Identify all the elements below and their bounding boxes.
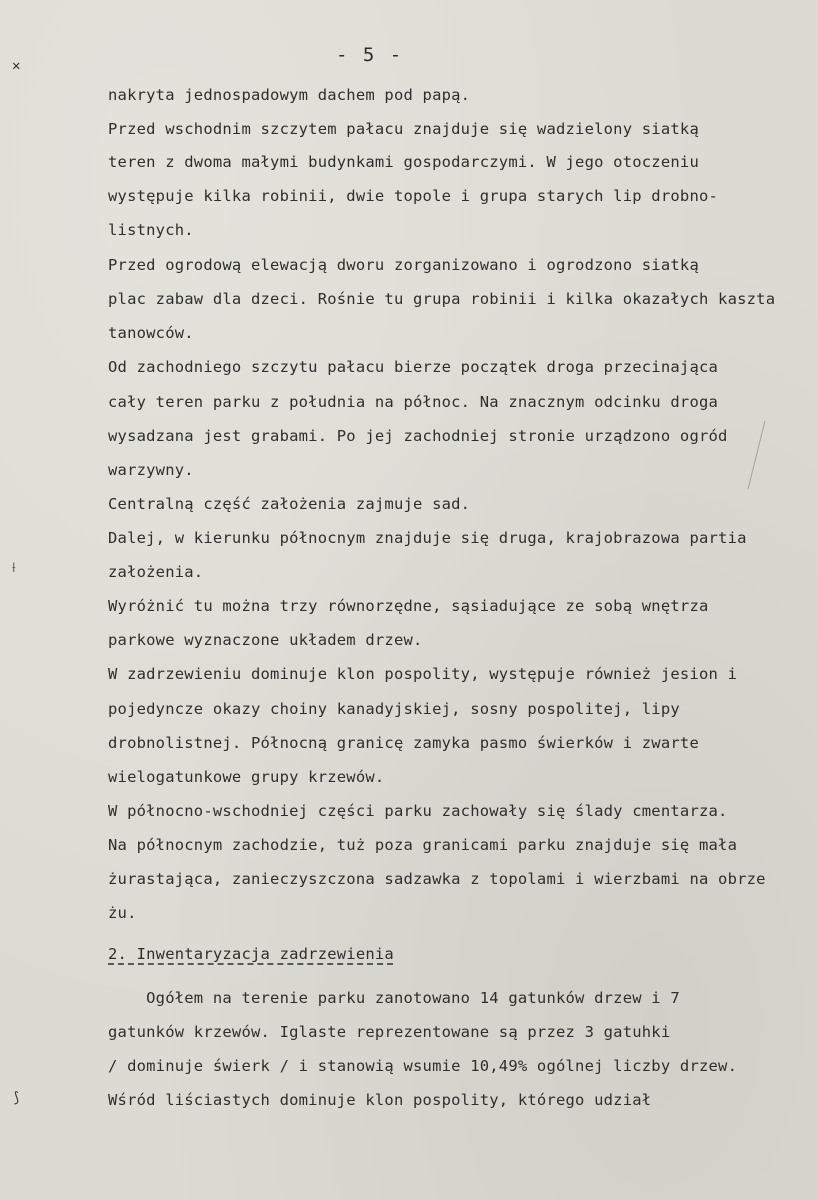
text-line: listnych.: [108, 221, 194, 239]
text-line: W zadrzewieniu dominuje klon pospolity, występuje również jesion i: [108, 665, 738, 683]
margin-mark: ✕: [12, 58, 21, 74]
text-line: Wyróżnić tu można trzy równorzędne, sąsiadujące ze sobą wnętrza: [108, 597, 709, 615]
text-line: wielogatunkowe grupy krzewów.: [108, 768, 385, 786]
text-line: występuje kilka robinii, dwie topole i grupa starych lip drobno-: [108, 187, 719, 205]
text-line: Od zachodniego szczytu pałacu bierze początek droga przecinająca: [108, 358, 719, 376]
text-line: drobnolistnej. Północną granicę zamyka pasmo świerków i zwarte: [108, 734, 699, 752]
text-line: założenia.: [108, 563, 204, 581]
text-line: Przed wschodnim szczytem pałacu znajduje się wadzielony siatką: [108, 120, 699, 138]
section-heading: 2. Inwentaryzacja zadrzewienia: [108, 945, 394, 963]
text-line: żurastająca, zanieczyszczona sadzawka z topolami i wierzbami na obrze: [108, 870, 766, 888]
text-line: parkowe wyznaczone układem drzew.: [108, 631, 423, 649]
text-line: / dominuje świerk / i stanowią wsumie 10,49% ogólnej liczby drzew.: [108, 1057, 738, 1075]
text-line: pojedyncze okazy choiny kanadyjskiej, sosny pospolitej, lipy: [108, 700, 680, 718]
text-line: Ogółem na terenie parku zanotowano 14 gatunków drzew i 7: [108, 989, 680, 1007]
text-line: Dalej, w kierunku północnym znajduje się druga, krajobrazowa partia: [108, 529, 747, 547]
text-line: W północno-wschodniej części parku zachowały się ślady cmentarza.: [108, 802, 728, 820]
text-line: plac zabaw dla dzeci. Rośnie tu grupa robinii i kilka okazałych kaszta: [108, 290, 776, 308]
text-line: gatunków krzewów. Iglaste reprezentowane są przez 3 gatuhki: [108, 1023, 671, 1041]
margin-mark: ⟊: [12, 560, 16, 576]
text-line: wysadzana jest grabami. Po jej zachodniej stronie urządzono ogród: [108, 427, 728, 445]
text-line: warzywny.: [108, 461, 194, 479]
text-line: tanowców.: [108, 324, 194, 342]
margin-mark: ⟆: [12, 1090, 21, 1106]
text-line: Centralną część założenia zajmuje sad.: [108, 495, 471, 513]
text-line: żu.: [108, 904, 137, 922]
text-line: teren z dwoma małymi budynkami gospodarczymi. W jego otoczeniu: [108, 153, 699, 171]
text-line: cały teren parku z południa na północ. Na znacznym odcinku droga: [108, 393, 719, 411]
pencil-mark: [748, 421, 766, 489]
text-line: Przed ogrodową elewacją dworu zorganizowano i ogrodzono siatką: [108, 256, 699, 274]
text-line: nakryta jednospadowym dachem pod papą.: [108, 86, 471, 104]
text-line: Wśród liściastych dominuje klon pospolity, którego udział: [108, 1091, 652, 1109]
page-number: - 5 -: [336, 44, 404, 66]
text-line: Na północnym zachodzie, tuż poza granicami parku znajduje się mała: [108, 836, 738, 854]
